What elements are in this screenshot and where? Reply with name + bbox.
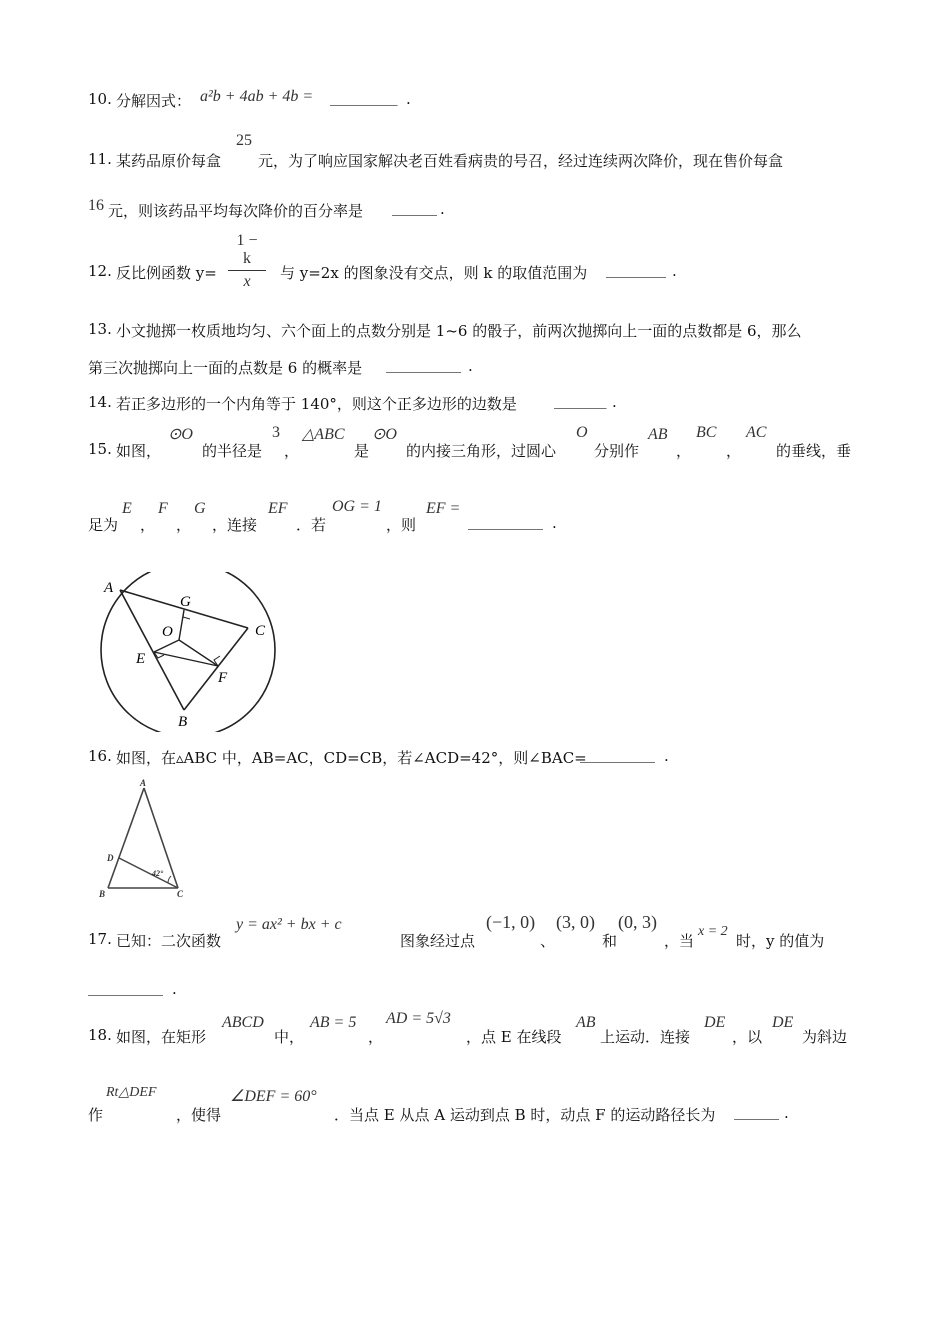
q15-bc: BC (696, 424, 717, 441)
q18-triangle: Rt△DEF (106, 1085, 157, 1100)
q18-text-5: ，以 (732, 1028, 763, 1046)
q18-text-3: ，点 E 在线段 (466, 1028, 562, 1046)
q18-rect: ABCD (222, 1014, 264, 1031)
q18-ab-2: AB (576, 1014, 596, 1031)
q12-end: . (672, 262, 677, 280)
q17-function: y = ax² + bx + c (236, 916, 342, 933)
fig16-label-d: D (107, 853, 114, 863)
q11-text-2: 元，为了响应国家解决老百姓看病贵的号召，经过连续两次降价，现在售价每盒 (258, 152, 784, 170)
fig16-side-ab (108, 788, 144, 888)
q17-separator: 、 (540, 932, 556, 950)
q17-end: . (172, 980, 177, 998)
q11-text-1: 某药品原价每盒 (116, 152, 222, 170)
q15-comma-3: ， (140, 516, 156, 534)
q18-de: DE (704, 1014, 726, 1031)
q15-blank[interactable]: __________ (468, 512, 543, 530)
q15-circle-o-2: ⊙O (372, 426, 397, 443)
q15-ef-equals: EF = (426, 500, 461, 517)
q12-blank[interactable]: ________ (606, 260, 666, 278)
q15-ef: EF (268, 500, 288, 517)
fig15-label-c: C (255, 623, 266, 639)
q15-e: E (122, 500, 132, 517)
fig15-label-e: E (136, 651, 146, 667)
q14-text: 若正多边形的一个内角等于 140°，则这个正多边形的边数是 (116, 395, 517, 413)
q11-price-2: 16 (88, 197, 104, 214)
q15-number: 15. (88, 440, 112, 458)
q18-angle: ∠DEF = 60° (230, 1088, 317, 1105)
q15-comma-4: ， (176, 516, 192, 534)
q15-circle-o: ⊙O (168, 426, 193, 443)
q10-end: . (406, 90, 411, 108)
q15-og: OG = 1 (332, 498, 382, 515)
q17-point-1: (−1, 0) (486, 912, 536, 932)
fig15-oe (154, 640, 179, 652)
q15-text-1: 如图， (116, 442, 162, 460)
q14-end: . (612, 393, 617, 411)
q18-text-7: 作 (88, 1106, 104, 1124)
q13-line-2: 第三次抛掷向上一面的点数是 6 的概率是 (88, 359, 363, 377)
q13-line-1: 小文抛掷一枚质地均匀、六个面上的点数分别是 1~6 的骰子，前两次抛掷向上一面的点数都是 6，那么 (116, 322, 802, 340)
q15-text-9: ，连接 (212, 516, 258, 534)
fig15-label-f: F (218, 670, 228, 686)
q16-end: . (664, 747, 669, 765)
fig15-label-a: A (104, 580, 114, 596)
fig16-label-a: A (140, 778, 147, 788)
q16-blank[interactable]: __________ (580, 745, 655, 763)
q18-ab: AB = 5 (310, 1014, 357, 1031)
q18-blank[interactable]: ______ (734, 1102, 779, 1120)
q15-text-11: ，则 (386, 516, 417, 534)
q14-blank[interactable]: _______ (554, 391, 607, 409)
fig15-label-o: O (162, 624, 173, 640)
q17-point-2: (3, 0) (556, 912, 595, 932)
q18-text-2: 中， (274, 1028, 305, 1046)
q15-radius: 3 (272, 424, 280, 441)
q15-g: G (194, 500, 206, 517)
q15-text-7: 的垂线，垂 (776, 442, 852, 460)
q12-fraction-numerator: 1 − k (236, 232, 258, 267)
q18-text-6: 为斜边 (802, 1028, 848, 1046)
q17-text-3: ，当 (664, 932, 695, 950)
q15-text-3: ， (284, 442, 300, 460)
q12-text-2: 与 y=2x 的图象没有交点，则 k 的取值范围为 (280, 264, 588, 282)
q18-text-8: ，使得 (176, 1106, 222, 1124)
q15-comma-1: ， (676, 442, 692, 460)
q17-x-value: x = 2 (698, 924, 728, 939)
q16-number: 16. (88, 747, 112, 765)
q11-text-3: 元，则该药品平均每次降价的百分率是 (108, 202, 364, 220)
q15-text-8: 足为 (88, 516, 119, 534)
fig16-angle-label: 42° (152, 869, 164, 878)
q15-ab: AB (648, 426, 668, 443)
q12-number: 12. (88, 262, 112, 280)
q15-text-5: 的内接三角形，过圆心 (406, 442, 557, 460)
q17-text-1: 已知：二次函数 (116, 932, 222, 950)
q10-blank[interactable]: _________ (330, 88, 398, 106)
q15-text-10: ．若 (296, 516, 327, 534)
q15-text-6: 分别作 (594, 442, 640, 460)
fig15-label-b: B (178, 714, 188, 730)
q18-text-1: 如图，在矩形 (116, 1028, 207, 1046)
fig15-side-bc (184, 628, 248, 710)
fig15-side-ab (120, 590, 184, 710)
q13-number: 13. (88, 320, 112, 338)
q18-text-4: 上运动．连接 (600, 1028, 691, 1046)
q18-end: . (784, 1104, 789, 1122)
q12-fraction-denominator: x (243, 273, 251, 290)
q12-text-1: 反比例函数 y= (116, 264, 217, 282)
q18-text-9: ．当点 E 从点 A 运动到点 B 时，动点 F 的运动路径长为 (334, 1106, 716, 1124)
q17-number: 17. (88, 930, 112, 948)
figure-15-circle-diagram (98, 572, 288, 732)
q13-end: . (468, 357, 473, 375)
q12-fraction-bar (228, 270, 266, 271)
q17-text-2: 图象经过点 (400, 932, 476, 950)
q15-text-2: 的半径是 (202, 442, 263, 460)
q15-ac: AC (746, 424, 767, 441)
q12-fraction (228, 232, 266, 291)
q18-ad: AD = 5√3 (386, 1010, 451, 1027)
fig15-right-angle-g (183, 610, 190, 619)
q11-blank[interactable]: ______ (392, 198, 437, 216)
q15-f: F (158, 500, 168, 517)
q11-end: . (440, 200, 445, 218)
q17-text-4: 时，y 的值为 (736, 932, 825, 950)
q17-point-3: (0, 3) (618, 912, 657, 932)
q11-number: 11. (88, 150, 112, 168)
q15-center-o: O (576, 424, 588, 441)
q10-text: 分解因式： (116, 92, 192, 110)
q10-number: 10. (88, 90, 112, 108)
figure-16-triangle (98, 778, 190, 900)
q15-triangle: △ABC (302, 426, 345, 443)
q18-de-2: DE (772, 1014, 794, 1031)
fig16-angle-arc (168, 876, 171, 883)
q15-end: . (552, 514, 557, 532)
q18-comma-1: ， (368, 1028, 384, 1046)
q17-and: 和 (602, 932, 618, 950)
q11-price: 25 (236, 132, 252, 149)
fig16-label-b: B (99, 889, 106, 899)
q14-number: 14. (88, 393, 112, 411)
q15-comma-2: ， (726, 442, 742, 460)
q15-text-4: 是 (354, 442, 370, 460)
q10-expression: a²b + 4ab + 4b = (200, 88, 314, 105)
fig16-label-c: C (177, 889, 184, 899)
q13-blank[interactable]: __________ (386, 355, 461, 373)
q17-blank[interactable]: __________ (88, 978, 163, 996)
q18-number: 18. (88, 1026, 112, 1044)
fig15-label-g: G (180, 594, 191, 610)
q16-text: 如图，在▵ABC 中，AB=AC，CD=CB，若∠ACD=42°，则∠BAC= (116, 749, 587, 767)
